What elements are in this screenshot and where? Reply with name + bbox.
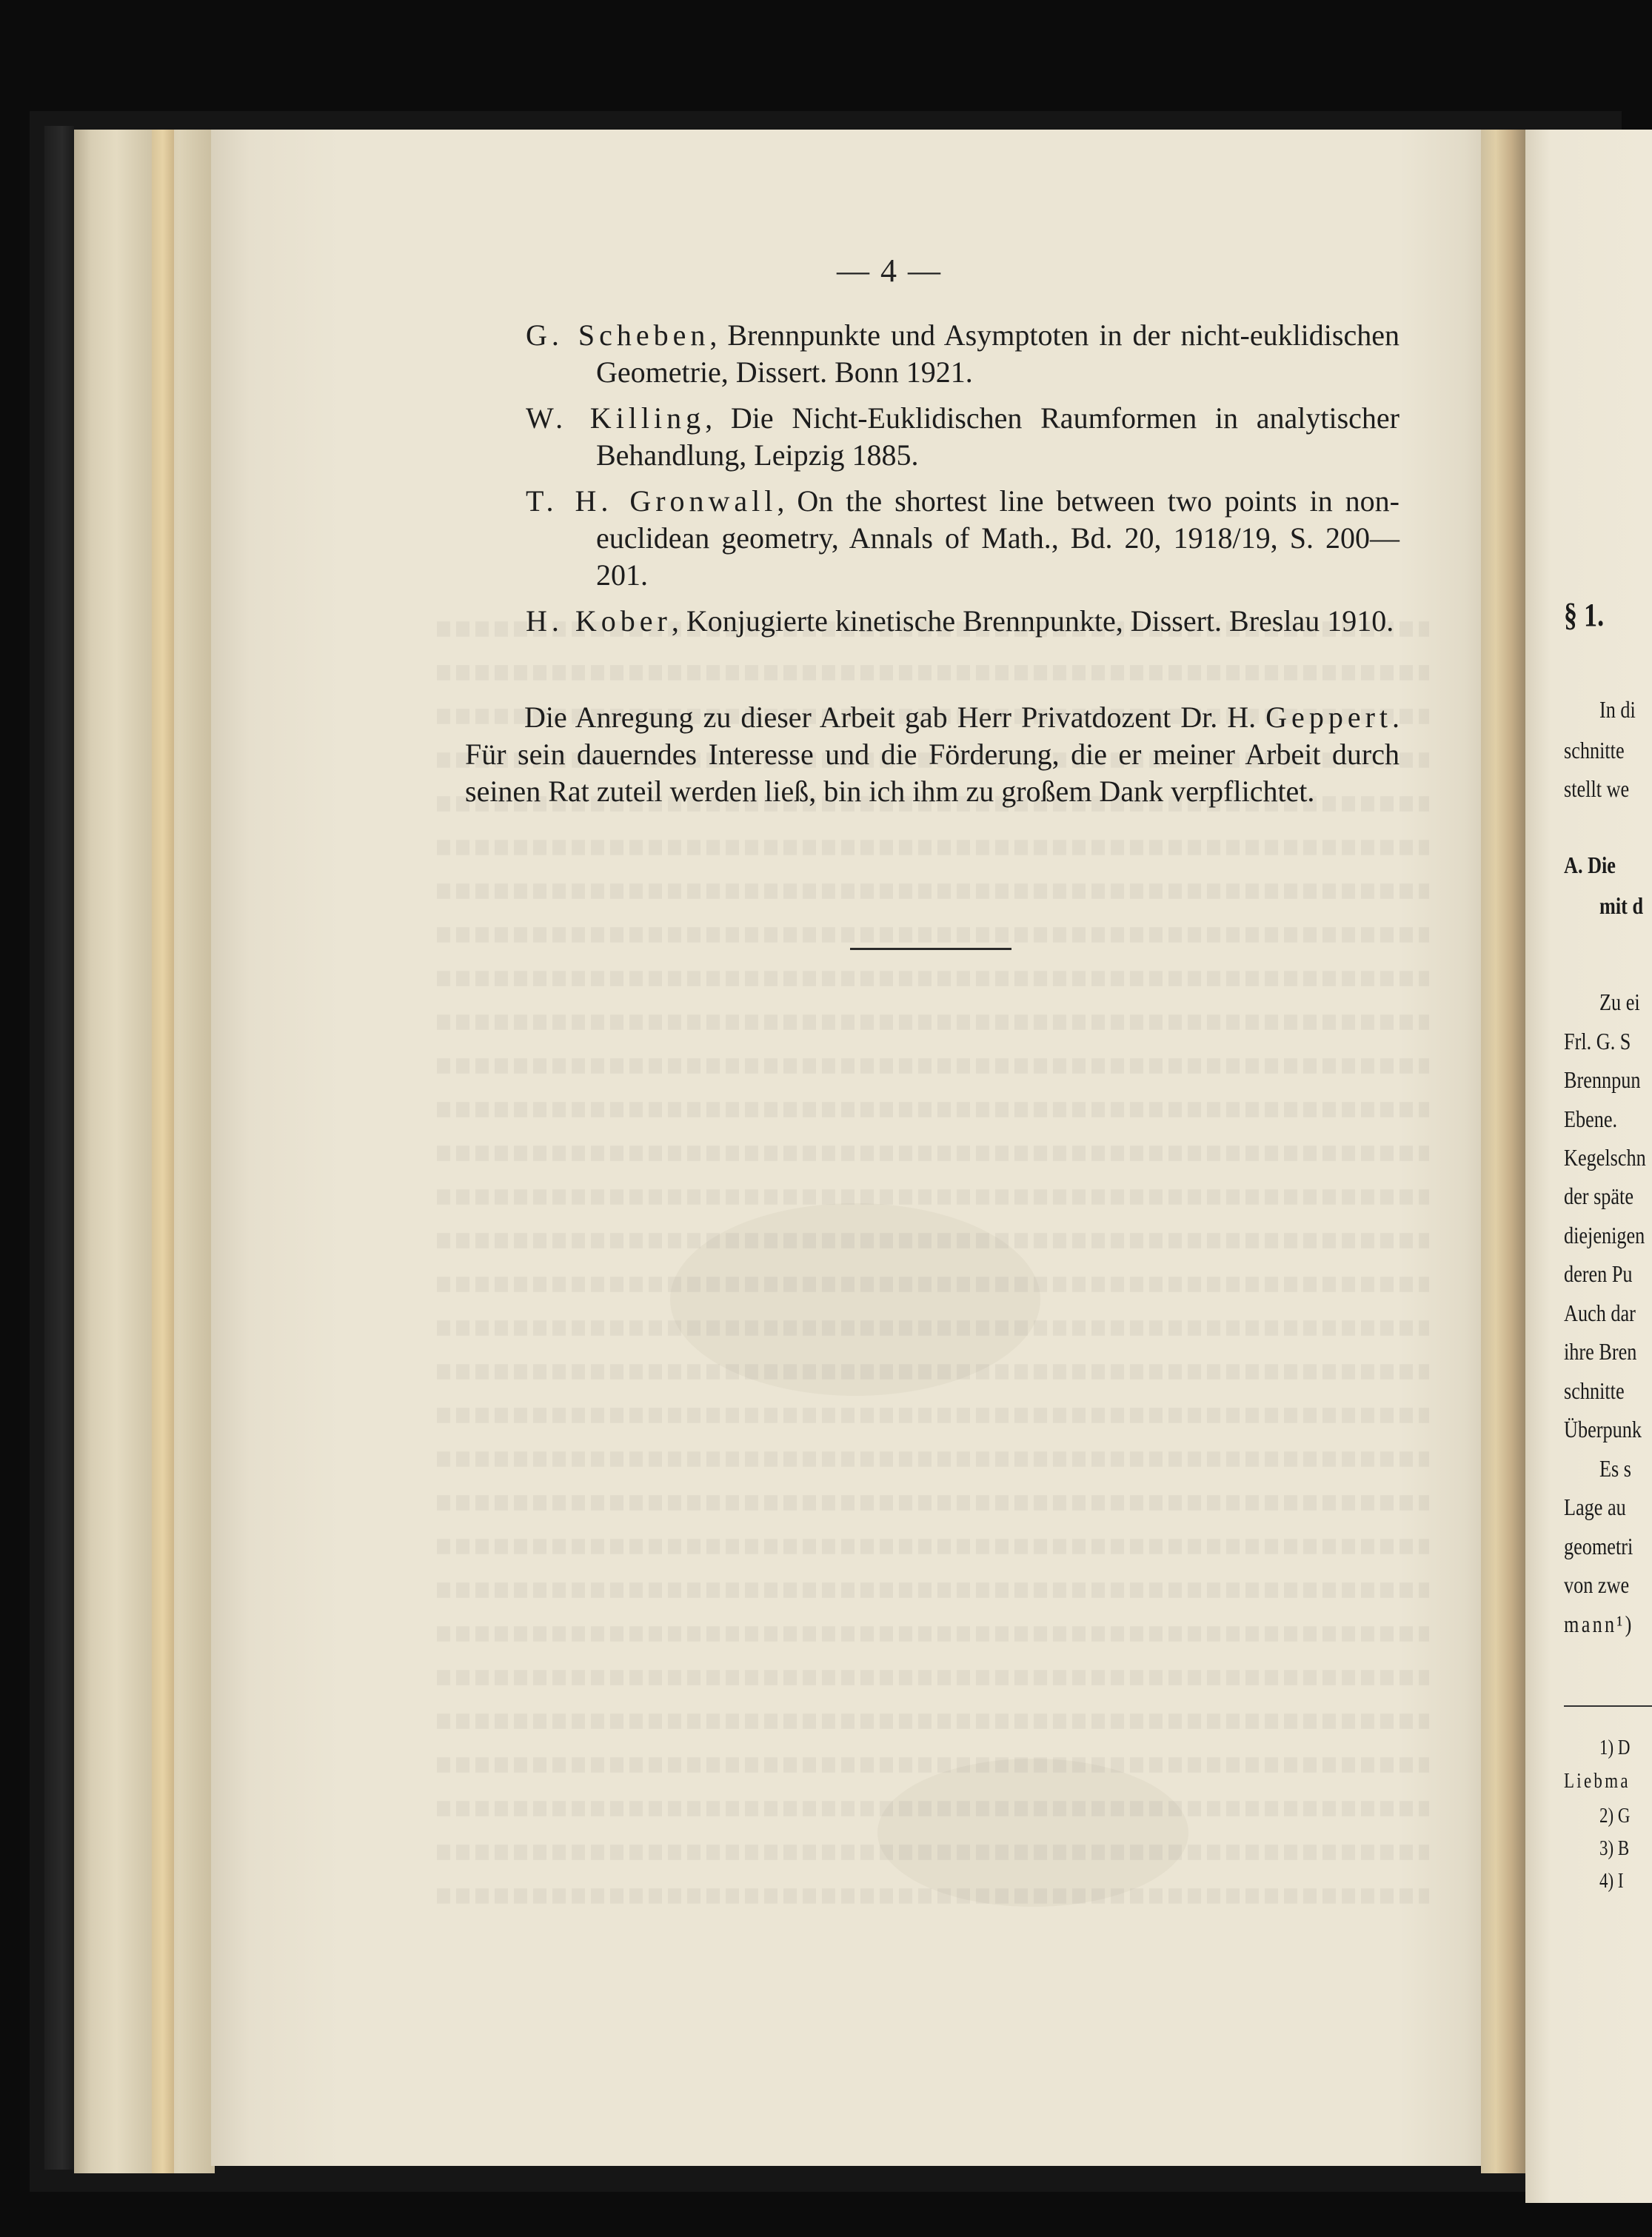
right-page-line: schnitte <box>1564 737 1625 763</box>
closing-rule <box>850 948 1011 950</box>
right-page-footnote: 4) I <box>1599 1870 1624 1893</box>
acknowledgement-paragraph <box>465 699 1399 810</box>
acknowledgement-name: Geppert <box>1265 700 1392 734</box>
right-page-line: der späte <box>1564 1183 1633 1209</box>
right-page-line: Brennpun <box>1564 1066 1641 1093</box>
right-page-line: A. Die <box>1564 852 1616 878</box>
right-page-line: von zwe <box>1564 1571 1630 1598</box>
reference-item <box>526 400 1399 474</box>
right-page-line: Überpunk <box>1564 1416 1642 1442</box>
right-page-line: Auch dar <box>1564 1300 1636 1326</box>
right-page-line: ihre Bren <box>1564 1338 1637 1365</box>
reference-text: , On the shortest line between two points in non-euclidean geometry, Annals of Math., Bd. 20, 1918/19, S. 200—201. <box>596 484 1400 592</box>
right-page-line: Zu ei <box>1599 989 1640 1015</box>
reference-item <box>526 317 1399 391</box>
paper-stain <box>877 1759 1188 1907</box>
reference-item <box>526 603 1399 640</box>
right-page-line: Frl. G. S <box>1564 1028 1631 1054</box>
book-spine-edge <box>44 126 74 2170</box>
reference-author: W. Killing <box>526 401 706 435</box>
right-page-line: mit d <box>1599 892 1644 919</box>
book-gutter <box>1481 130 1525 2173</box>
reference-text: , Brennpunkte und Asymptoten in der nicht-euklidischen Geometrie, Dissert. Bonn 1921. <box>596 318 1399 389</box>
reference-list <box>526 317 1399 649</box>
right-page-line: deren Pu <box>1564 1260 1633 1287</box>
right-page-line: diejenigen <box>1564 1222 1645 1248</box>
right-page-section-heading: § 1. <box>1564 597 1605 633</box>
page-edge-gilding <box>152 130 174 2173</box>
right-page-footnote-rule <box>1564 1705 1652 1707</box>
right-page-footnote: 2) G <box>1599 1805 1631 1828</box>
right-page-line: schnitte <box>1564 1377 1625 1404</box>
reference-author: G. Scheben <box>526 318 710 352</box>
reference-author: T. H. Gronwall <box>526 484 777 518</box>
right-page-footnote: 1) D <box>1599 1736 1631 1759</box>
reference-item <box>526 483 1399 594</box>
right-page-line: Lage au <box>1564 1494 1626 1520</box>
right-page-line: Es s <box>1599 1455 1632 1482</box>
reference-text: , Konjugierte kinetische Brennpunkte, Dissert. Breslau 1910. <box>671 604 1394 638</box>
acknowledgement-text: . Für sein dauerndes Interesse und die Förderung, die er meiner Arbeit durch seinen Rat zuteil werden ließ, bin ich ihm zu großem Dank verpflichtet. <box>465 700 1399 808</box>
right-page-line: geometri <box>1564 1533 1633 1559</box>
right-page-line: stellt we <box>1564 775 1630 802</box>
reference-text: , Die Nicht-Euklidischen Raumformen in analytischer Behandlung, Leipzig 1885. <box>596 401 1400 472</box>
right-page-footnote: 3) B <box>1599 1837 1630 1860</box>
acknowledgement-text: Die Anregung zu dieser Arbeit gab Herr Privatdozent Dr. H. <box>524 700 1266 734</box>
page-number: — 4 — <box>837 253 942 289</box>
right-page-footnote: Liebma <box>1564 1770 1631 1793</box>
page-stack-edges <box>74 130 215 2173</box>
right-page <box>1525 130 1652 2203</box>
right-page-line: mann¹) <box>1564 1611 1634 1637</box>
right-page-line: Kegelschn <box>1564 1144 1646 1171</box>
paper-stain <box>670 1203 1040 1396</box>
reference-author: H. Kober <box>526 604 672 638</box>
right-page-line: In di <box>1599 696 1636 723</box>
right-page-line: Ebene. <box>1564 1106 1618 1132</box>
